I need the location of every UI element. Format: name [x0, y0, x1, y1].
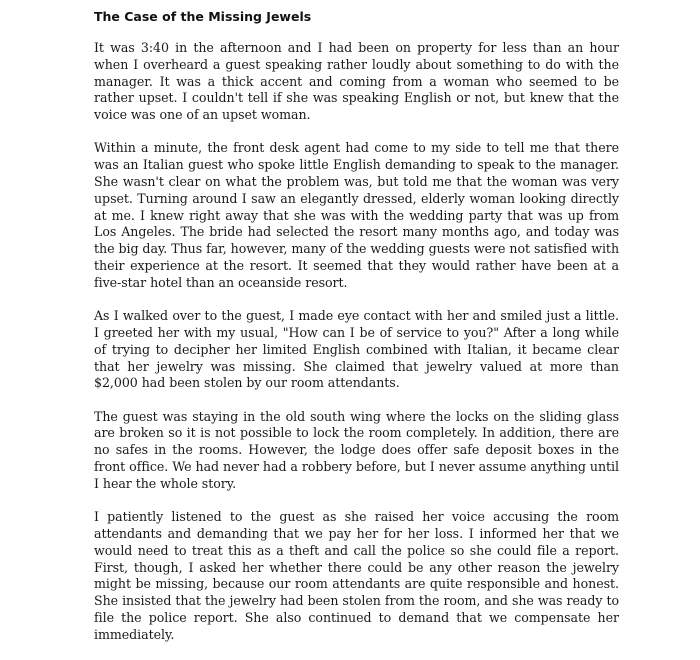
document-title: The Case of the Missing Jewels: [94, 9, 312, 24]
paragraph-3: As I walked over to the guest, I made eye contact with her and smiled just a little. I greeted her with my usual, "How can I be of service to you?" After a long while of trying to decipher her limited English combined with Italian, it became clear that her jewelry was missing. She claimed that jewelry valued at more than $2,000 had been stolen by our room attendants.: [94, 308, 619, 391]
paragraph-5: I patiently listened to the guest as she raised her voice accusing the room attendants and demanding that we pay her for her loss. I informed her that we would need to treat this as a theft and call the police so she could file a report. First, though, I asked her whether there could be any other reason the jewelry might be missing, because our room attendants are quite responsible and honest. She insisted that the jewelry had been stolen from the room, and she was ready to file the police report. She also continued to demand that we compensate her immediately.: [94, 509, 619, 642]
paragraph-2: Within a minute, the front desk agent had come to my side to tell me that there was an Italian guest who spoke little English demanding to speak to the manager. She wasn't clear on what the problem was, but told me that the woman was very upset. Turning around I saw an elegantly dressed, elderly woman looking directly at me. I knew right away that she was with the wedding party that was up from Los Angeles. The bride had selected the resort many months ago, and today was the big day. Thus far, however, many of the wedding guests were not satisfied with their experience at the resort. It seemed that they would rather have been at a five-star hotel than an oceanside resort.: [94, 140, 619, 290]
paragraph-4: The guest was staying in the old south wing where the locks on the sliding glass are broken so it is not possible to lock the room completely. In addition, there are no safes in the rooms. However, the lodge does offer safe deposit boxes in the front office. We had never had a robbery before, but I never assume anything until I hear the whole story.: [94, 408, 619, 491]
document-page: [94, 8, 619, 660]
paragraph-1: It was 3:40 in the afternoon and I had been on property for less than an hour when I overheard a guest speaking rather loudly about something to do with the manager. It was a thick accent and coming from a woman who seemed to be rather upset. I couldn't tell if she was speaking English or not, but knew that the voice was one of an upset woman.: [94, 40, 619, 123]
